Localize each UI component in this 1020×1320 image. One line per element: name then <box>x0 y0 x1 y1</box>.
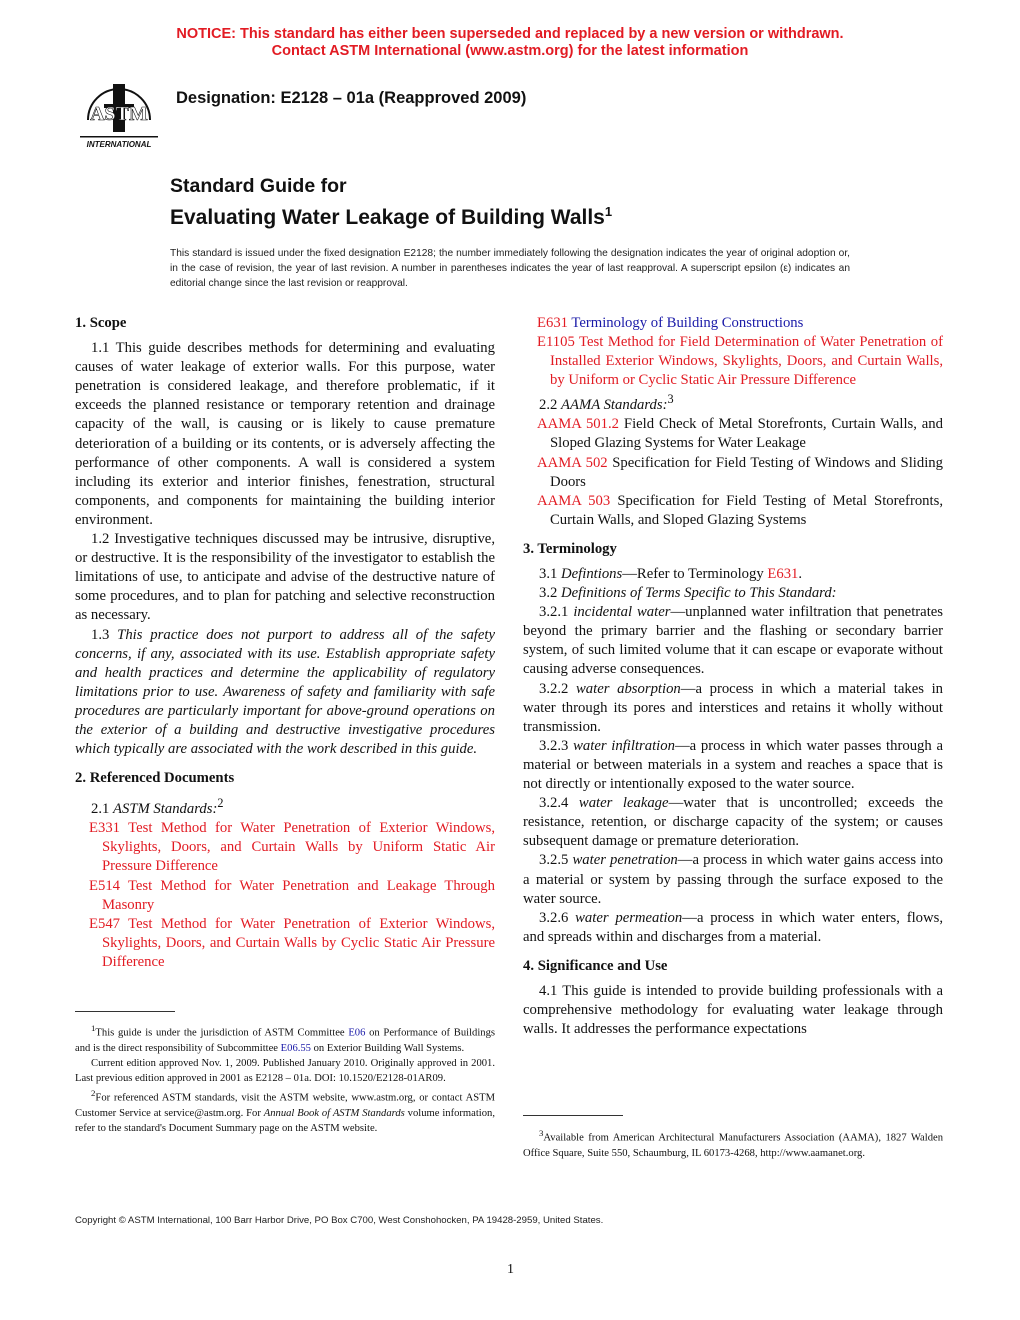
term: water leakage <box>578 795 669 812</box>
footnote-mark: 3 <box>667 392 674 407</box>
footnote-text: For referenced ASTM standards, visit the ASTM website, www.astm.org, or contact ASTM Customer Service at service@astm.org. For <box>75 1092 495 1119</box>
footnote-text: Available from American Architectural Manufacturers Association (AAMA), 1827 Walden Office Square, Suite 550, Schaumburg, IL 60173-4268, http://www.aamanet.org. <box>523 1132 943 1159</box>
para-number: 2.1 <box>91 801 114 818</box>
definition-text: —a process in which a material takes in water through its pores and interstices and retains it wholly without transmission. <box>523 680 943 735</box>
term: water penetration <box>572 852 678 869</box>
aama-standards-label <box>523 390 943 415</box>
aama-standards-text: AAMA Standards: <box>561 397 668 414</box>
footnote-text: volume information, refer to the standard's Document Summary page on the ASTM website. <box>75 1107 495 1134</box>
title-text: Evaluating Water Leakage of Building Walls <box>170 206 605 229</box>
para-number: 3.2 <box>539 585 562 602</box>
footnote-1 <box>75 1021 495 1056</box>
section-heading-scope: 1. Scope <box>75 315 127 331</box>
definition-incidental-water <box>523 603 943 679</box>
link-aama-503[interactable]: AAMA 503 <box>537 492 611 509</box>
astm-standards-text: ASTM Standards: <box>113 801 218 818</box>
scope-paragraph-3 <box>75 626 495 760</box>
logo-text: ASTM <box>90 103 148 125</box>
issued-note: This standard is issued under the fixed designation E2128; the number immediately following the designation indicates the year of original adoption or, in the case of revision, the year of last revision. A number in parentheses indicates the year of last reapproval. A superscript epsilon (ε) indicates an editorial change since the last revision or reapproval. <box>170 248 850 289</box>
para-number: 1.3 <box>91 626 118 643</box>
footnote-mark: 1 <box>91 1023 96 1033</box>
reference-title-e631[interactable]: Terminology of Building Constructions <box>568 315 804 331</box>
title-line-2 <box>170 199 612 230</box>
title-line-1: Standard Guide for <box>170 175 347 197</box>
reference-e331 <box>75 819 495 876</box>
reference-e514 <box>75 877 495 915</box>
notice-line-1: NOTICE: This standard has either been superseded and replaced by a new version or withdrawn. <box>176 26 844 42</box>
footnote-text: This guide is under the jurisdiction of ASTM Committee <box>95 1027 349 1039</box>
definition-text: —a process in which water gains access into a material or system by passing through the surface exposed to the water source. <box>523 852 944 907</box>
link-e547[interactable]: E547 <box>89 915 121 932</box>
terminology-3-2 <box>523 584 943 603</box>
copyright: Copyright © ASTM International, 100 Barr Harbor Drive, PO Box C700, West Conshohocken, PA 19428-2959, United States. <box>75 1215 604 1226</box>
footnote-rule-right <box>523 1115 623 1116</box>
reference-title-aama-503: Specification for Field Testing of Metal Storefronts, Curtain Walls, and Sloped Glazing Systems <box>550 492 943 528</box>
link-aama-502[interactable]: AAMA 502 <box>537 454 608 471</box>
term: water permeation <box>575 909 683 926</box>
footnote-text: on Performance of Buildings and is the direct responsibility of Subcommittee <box>75 1027 495 1054</box>
significance-paragraph-1: 4.1 This guide is intended to provide building professionals with a comprehensive methodology for evaluating water leakage through walls. It addresses the performance expectations <box>523 982 943 1038</box>
link-e631[interactable]: E631 <box>537 315 569 331</box>
definition-water-permeation <box>523 909 943 947</box>
page-number: 1 <box>507 1262 514 1277</box>
definition-text: —a process in which water passes through a material or between materials in a system and reaches a space that is not directly or intentionally exposed to the water source. <box>523 737 943 793</box>
reference-aama-503 <box>523 492 943 530</box>
withdrawal-notice <box>0 26 1020 60</box>
para-number: 3.2.4 <box>539 795 579 812</box>
left-column <box>75 314 495 972</box>
term: Defintions <box>561 566 623 583</box>
reference-e547 <box>75 915 495 972</box>
footnote-mark: 3 <box>539 1128 544 1138</box>
footnote-3 <box>523 1126 943 1161</box>
para-number: 3.1 <box>539 566 562 583</box>
link-aama-501-2[interactable]: AAMA 501.2 <box>537 416 620 433</box>
footnote-mark: 2 <box>217 796 224 811</box>
footnote-italic: Annual Book of ASTM Standards <box>263 1107 405 1119</box>
section-heading-referenced: 2. Referenced Documents <box>75 770 235 787</box>
para-number: 3.2.1 <box>539 604 574 621</box>
notice-line-2: Contact ASTM International (www.astm.org) for the latest information <box>271 43 749 59</box>
footnote-1-edition: Current edition approved Nov. 1, 2009. Published January 2010. Originally approved in 2001. Last previous edition approved in 2001 as E2128 – 01a. DOI: 10.1520/E2128-01AR09. <box>75 1057 495 1084</box>
footnote-2 <box>75 1086 495 1136</box>
scope-paragraph-1: 1.1 This guide describes methods for determining and evaluating causes of water leakage of exterior walls. For this purpose, water penetration is considered leakage, and therefore problematic, if it exceeds the planned resistance or temporary retention and drainage capacity of the wall, is causing or is likely to cause premature deterioration of a building or its contents, or is adversely affecting the performance of other components. A wall is considered a system including its exterior and interior finishes, fenestration, structural components, and components for maintaining the building interior environment. <box>75 340 495 528</box>
scope-paragraph-2: 1.2 Investigative techniques discussed may be intrusive, disruptive, or destructive. It is the responsibility of the investigator to establish the limitations of use, to anticipate and advise of the destructive nature of some procedures, and to plan for patching and selective reconstruction as necessary. <box>75 531 495 624</box>
link-e06[interactable]: E06 <box>348 1027 366 1039</box>
document-title <box>170 174 612 230</box>
link-e06-55[interactable]: E06.55 <box>280 1042 311 1054</box>
definition-water-infiltration <box>523 737 943 794</box>
footnote-mark: 2 <box>91 1087 96 1098</box>
safety-statement: This practice does not purport to address all of the safety concerns, if any, associated with its use. Establish appropriate safety and health practices and determine the applicability of regulatory limitations prior to use. Awareness of safety and familiarity with safe procedures are particularly important for above-ground operations on the exterior of a building and destructive investigative procedures which typically are associated with the work described in this guide. <box>75 626 495 758</box>
definition-text: —water that is uncontrolled; exceeds the resistance, retention, or discharge capacity of the system; or causes subsequent damage or premature deterioration. <box>523 795 944 850</box>
footnotes-right <box>523 1126 943 1161</box>
reference-title-aama-502: Specification for Field Testing of Windows and Sliding Doors <box>550 454 943 490</box>
definition-end: . <box>798 566 803 583</box>
footnotes-left <box>75 1021 495 1136</box>
astm-standards-label <box>75 794 495 819</box>
link-e331[interactable]: E331 <box>89 820 121 837</box>
reference-e1105 <box>523 333 943 390</box>
section-heading-terminology: 3. Terminology <box>523 540 617 557</box>
reference-title-e331[interactable]: Test Method for Water Penetration of Exterior Windows, Skylights, Doors, and Curtain Walls by Uniform Static Air Pressure Difference <box>102 820 495 875</box>
definition-text: —a process in which water enters, flows, and spreads within and discharges from a material. <box>523 909 944 945</box>
terminology-3-1 <box>523 565 943 584</box>
link-e631-terminology[interactable]: E631 <box>767 566 799 583</box>
link-e514[interactable]: E514 <box>89 877 121 894</box>
para-number: 2.2 <box>539 397 562 414</box>
reference-title-e1105[interactable]: Test Method for Field Determination of Water Penetration of Installed Exterior Windows, Skylights, Doors, and Curtain Walls, by Uniform or Cyclic Static Air Pressure Difference <box>550 334 943 389</box>
title-footnote-mark: 1 <box>604 204 613 219</box>
reference-aama-501-2 <box>523 415 943 453</box>
definition-water-absorption <box>523 680 943 737</box>
section-heading-significance: 4. Significance and Use <box>523 957 668 974</box>
link-e1105[interactable]: E1105 <box>537 334 575 351</box>
term: Definitions of Terms Specific to This Standard: <box>561 585 837 602</box>
term: water absorption <box>576 680 681 697</box>
footnote-text: on Exterior Building Wall Systems. <box>310 1042 465 1054</box>
reference-title-e514[interactable]: Test Method for Water Penetration and Leakage Through Masonry <box>102 877 495 913</box>
reference-aama-502 <box>523 454 943 492</box>
definition-text: —Refer to Terminology <box>622 566 768 583</box>
para-number: 3.2.5 <box>539 852 573 869</box>
reference-title-e547[interactable]: Test Method for Water Penetration of Exterior Windows, Skylights, Doors, and Curtain Walls by Cyclic Static Air Pressure Difference <box>102 915 495 970</box>
footnote-rule-left <box>75 1011 175 1012</box>
definition-water-penetration <box>523 851 943 908</box>
reference-e631 <box>523 314 943 333</box>
reference-title-aama-501-2: Field Check of Metal Storefronts, Curtain Walls, and Sloped Glazing Systems for Water Leakage <box>550 416 943 452</box>
right-column <box>523 314 943 1039</box>
term: incidental water <box>573 604 671 621</box>
designation: Designation: E2128 – 01a (Reapproved 2009) <box>176 89 527 107</box>
para-number: 3.2.2 <box>539 680 577 697</box>
term: water infiltration <box>573 737 675 754</box>
astm-logo <box>76 76 162 148</box>
definition-text: —unplanned water infiltration that penetrates beyond the primary barrier and the flashing or secondary barrier system, of such limited volume that it can escape or evaporate without causing adverse consequences. <box>523 604 944 678</box>
logo-subtext: INTERNATIONAL <box>86 140 152 148</box>
definition-water-leakage <box>523 794 943 851</box>
para-number: 3.2.6 <box>539 909 576 926</box>
para-number: 3.2.3 <box>539 737 574 754</box>
